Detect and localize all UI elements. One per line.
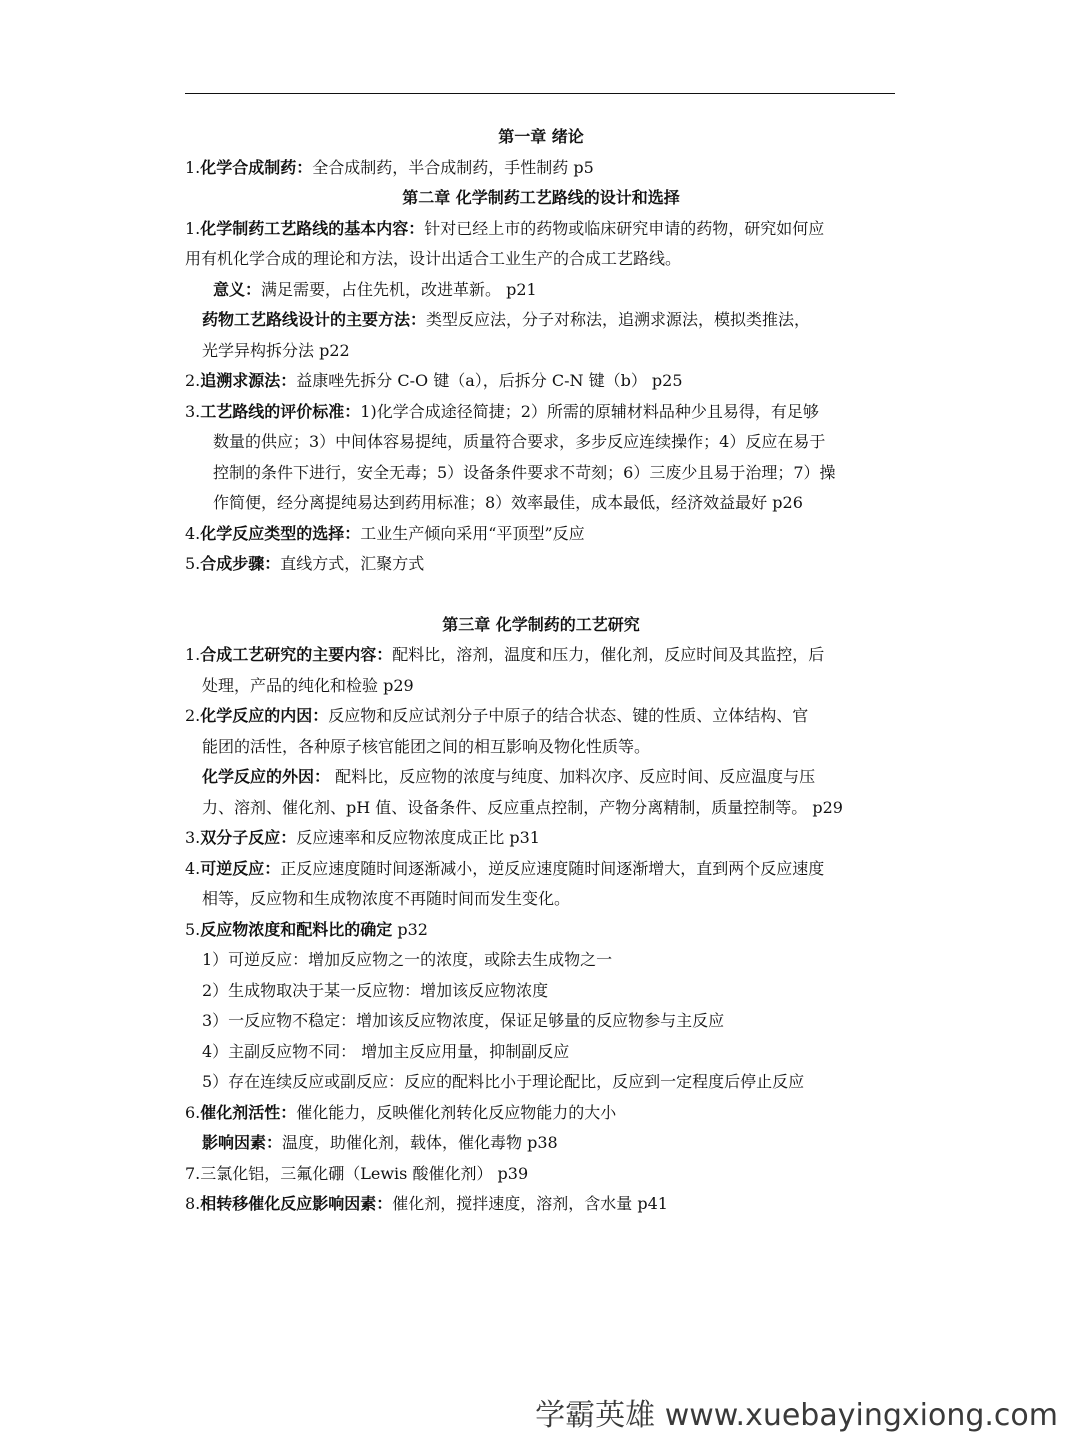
- item-number: 8.: [185, 1194, 201, 1213]
- definition: 类型反应法，分子对称法，追溯求源法，模拟类推法，: [426, 310, 811, 329]
- ch2-item-3-line-2: 数量的供应；3）中间体容易提纯，质量符合要求，多步反应连续操作；4）反应在易于: [213, 432, 826, 451]
- ch2-significance: [185, 275, 897, 306]
- ch1-item-1: [185, 153, 897, 184]
- definition: 益康唑先拆分 C-O 键（a），后拆分 C-N 键（b） p25: [296, 371, 683, 390]
- chapter-1-title: 第一章 绪论: [498, 127, 584, 146]
- definition: 反应物和反应试剂分子中原子的结合状态、键的性质、立体结构、官: [328, 706, 809, 725]
- header-rule: [185, 93, 895, 94]
- document-body: [185, 122, 897, 1220]
- definition: 催化剂，搅拌速度，溶剂，含水量 p41: [392, 1194, 668, 1213]
- definition: 温度，助催化剂，载体，催化毒物 p38: [282, 1133, 558, 1152]
- ch3-influence-factors: [185, 1128, 897, 1159]
- definition: 全合成制药，半合成制药，手性制药 p5: [312, 157, 594, 177]
- item-number: 3.: [185, 401, 201, 421]
- term: 反应物浓度和配料比的确定: [200, 919, 393, 939]
- definition: 三氯化铝，三氟化硼（Lewis 酸催化剂） p39: [200, 1163, 529, 1183]
- term: 工艺路线的评价标准：: [200, 401, 361, 421]
- definition: 配料比，反应物的浓度与纯度、加料次序、反应时间、反应温度与压: [330, 767, 816, 786]
- term: 影响因素：: [202, 1133, 283, 1152]
- section-gap: [185, 580, 897, 610]
- ch3-item-5-sub-2: 2）生成物取决于某一反应物：增加该反应物浓度: [202, 980, 549, 1000]
- term: 催化剂活性：: [200, 1102, 297, 1122]
- ch3-item-1: [185, 640, 897, 671]
- definition: 催化能力，反映催化剂转化反应物能力的大小: [296, 1102, 617, 1122]
- ch3-item-5-sub-4: 4）主副反应物不同： 增加主反应用量，抑制副反应: [202, 1041, 570, 1061]
- ch3-item-8: [185, 1189, 897, 1220]
- ch2-item-1: [185, 214, 897, 245]
- definition: 工业生产倾向采用“平顶型”反应: [360, 523, 585, 543]
- term: 合成工艺研究的主要内容：: [200, 645, 393, 664]
- ch3-item-1-cont: 处理，产品的纯化和检验 p29: [202, 675, 414, 695]
- watermark-footer: 学霸英雄 www.xuebayingxiong.com: [535, 1398, 1058, 1433]
- term: 相转移催化反应影响因素：: [200, 1194, 393, 1213]
- item-number: 2.: [185, 371, 201, 390]
- ch2-methods: [185, 305, 897, 336]
- ch3-item-5: [185, 915, 897, 946]
- definition: 配料比，溶剂，温度和压力，催化剂，反应时间及其监控，后: [392, 645, 825, 664]
- item-number: 5.: [185, 919, 201, 939]
- ch2-item-2: [185, 366, 897, 397]
- item-number: 5.: [185, 554, 201, 573]
- ch2-item-4: [185, 519, 897, 550]
- ch3-item-5-sub-5: 5）存在连续反应或副反应：反应的配料比小于理论配比，反应到一定程度后停止反应: [202, 1072, 805, 1091]
- term: 追溯求源法：: [200, 371, 297, 390]
- ch2-methods-cont: 光学异构拆分法 p22: [202, 340, 350, 360]
- term: 化学反应的外因：: [202, 767, 331, 786]
- ch2-item-3: [185, 397, 897, 428]
- ch2-item-1-cont: 用有机化学合成的理论和方法，设计出适合工业生产的合成工艺路线。: [185, 249, 682, 268]
- ch3-item-5-sub-1: 1）可逆反应：增加反应物之一的浓度，或除去生成物之一: [202, 950, 613, 969]
- item-number: 1.: [185, 157, 201, 177]
- term: 化学制药工艺路线的基本内容：: [200, 218, 425, 238]
- definition: 满足需要，占住先机，改进革新。 p21: [261, 279, 537, 299]
- definition: 1)化学合成途径简捷；2）所需的原辅材料品种少且易得，有足够: [360, 401, 819, 421]
- ch2-item-5: [185, 549, 897, 580]
- ch3-item-4-cont: 相等，反应物和生成物浓度不再随时间而发生变化。: [202, 889, 571, 908]
- definition: 直线方式，汇聚方式: [280, 554, 425, 573]
- page-ref: p32: [392, 919, 428, 939]
- ch3-item-7: [185, 1159, 897, 1190]
- term: 化学合成制药：: [200, 157, 313, 177]
- item-number: 2.: [185, 706, 201, 725]
- item-number: 6.: [185, 1102, 201, 1122]
- item-number: 1.: [185, 218, 201, 238]
- term: 化学反应的内因：: [200, 706, 329, 725]
- item-number: 4.: [185, 858, 201, 878]
- chapter-2-title: 第二章 化学制药工艺路线的设计和选择: [402, 188, 680, 207]
- ch3-external-factors: [185, 762, 897, 793]
- ch3-item-2: [185, 701, 897, 732]
- chapter-3-title: 第三章 化学制药的工艺研究: [442, 614, 640, 634]
- definition: 反应速率和反应物浓度成正比 p31: [296, 828, 540, 847]
- term: 可逆反应：: [200, 858, 281, 878]
- item-number: 4.: [185, 523, 201, 543]
- item-number: 7.: [185, 1163, 201, 1183]
- ch2-item-3-line-4: 作简便，经分离提纯易达到药用标准；8）效率最佳，成本最低，经济效益最好 p26: [213, 493, 803, 512]
- term: 药物工艺路线设计的主要方法：: [202, 310, 427, 329]
- item-number: 1.: [185, 645, 201, 664]
- ch2-item-3-line-3: 控制的条件下进行，安全无毒；5）设备条件要求不苛刻；6）三废少且易于治理；7）操: [213, 462, 836, 482]
- definition: 针对已经上市的药物或临床研究申请的药物，研究如何应: [424, 218, 825, 238]
- ch3-external-factors-cont: 力、溶剂、催化剂、pH 值、设备条件、反应重点控制，产物分离精制，质量控制等。 p29: [202, 797, 843, 817]
- ch3-item-5-sub-3: 3）一反应物不稳定：增加该反应物浓度，保证足够量的反应物参与主反应: [202, 1011, 725, 1030]
- definition: 正反应速度随时间逐渐减小，逆反应速度随时间逐渐增大，直到两个反应速度: [280, 858, 825, 878]
- term: 意义：: [213, 279, 262, 299]
- ch3-item-3: [185, 823, 897, 854]
- term: 合成步骤：: [200, 554, 281, 573]
- term: 双分子反应：: [200, 828, 297, 847]
- ch3-item-2-cont: 能团的活性，各种原子核官能团之间的相互影响及物化性质等。: [202, 736, 651, 756]
- ch3-item-4: [185, 854, 897, 885]
- item-number: 3.: [185, 828, 201, 847]
- ch3-item-6: [185, 1098, 897, 1129]
- term: 化学反应类型的选择：: [200, 523, 361, 543]
